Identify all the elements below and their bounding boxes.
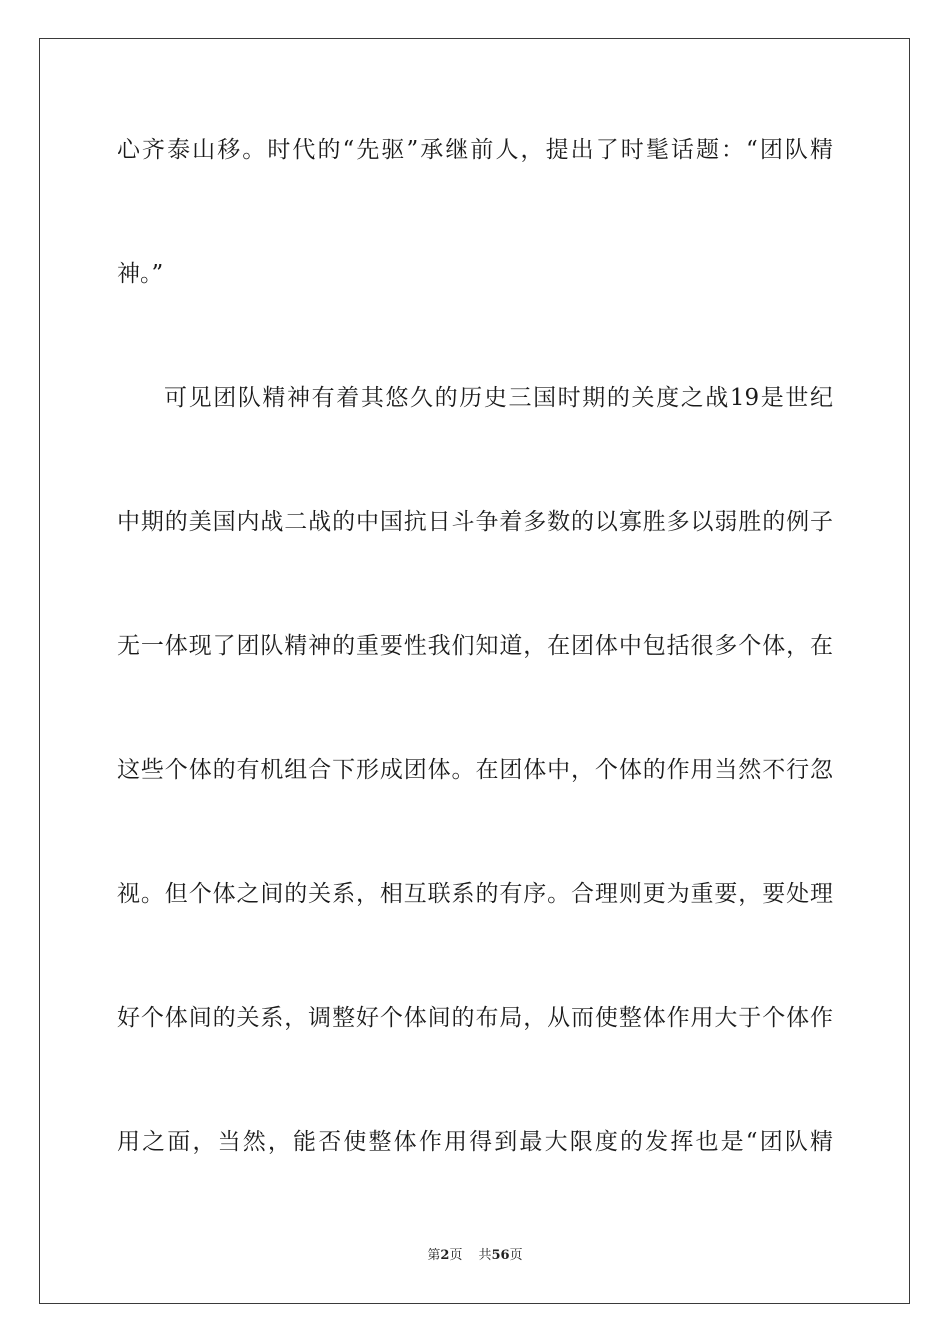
body-line-4: 中期的美国内战二战的中国抗日斗争着多数的以寡胜多以弱胜的例子 (117, 509, 833, 535)
body-line-6: 这些个体的有机组合下形成团体。在团体中，个体的作用当然不行忽 (117, 757, 833, 783)
body-line-9: 用之面，当然，能否使整体作用得到最大限度的发挥也是“团队精 (117, 1129, 833, 1155)
total-suffix: 页 (509, 1248, 523, 1263)
total-prefix: 共 (478, 1248, 492, 1263)
page-suffix: 页 (449, 1248, 463, 1263)
page-footer (0, 1247, 950, 1265)
total-pages: 56 (491, 1248, 510, 1263)
page-prefix: 第 (427, 1248, 441, 1263)
body-line-1: 心齐泰山移。时代的“先驱”承继前人，提出了时髦话题：“团队精 (117, 137, 833, 163)
body-line-8: 好个体间的关系，调整好个体间的布局，从而使整体作用大于个体作 (117, 1005, 833, 1031)
page-number: 2 (440, 1248, 450, 1263)
page-border (39, 38, 910, 1304)
body-line-7: 视。但个体之间的关系，相互联系的有序。合理则更为重要，要处理 (117, 881, 833, 907)
body-line-5: 无一体现了团队精神的重要性我们知道，在团体中包括很多个体，在 (117, 633, 833, 659)
body-line-2: 神。” (117, 261, 164, 287)
body-line-3-paragraph-start: 可见团队精神有着其悠久的历史三国时期的关度之战19是世纪 (164, 385, 833, 411)
